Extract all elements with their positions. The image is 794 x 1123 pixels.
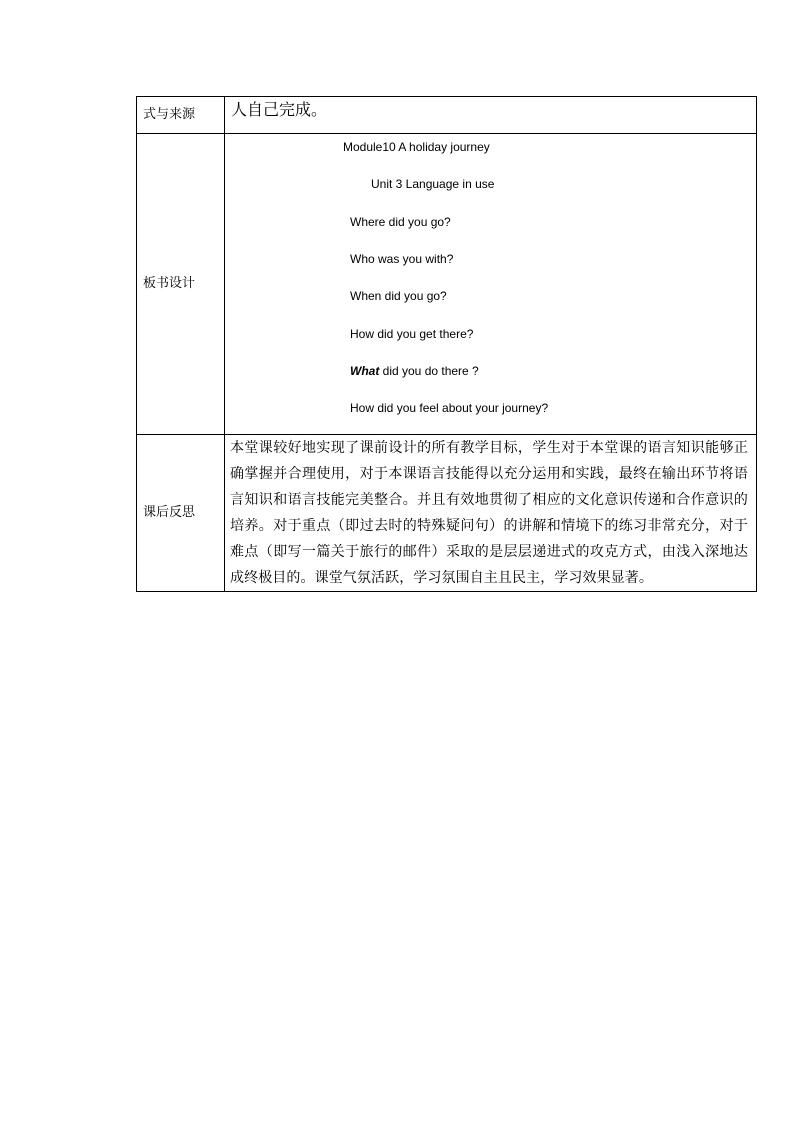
board-design xyxy=(225,134,756,434)
board-subtitle: Unit 3 Language in use xyxy=(371,177,495,191)
row-label-board-design: 板书设计 xyxy=(137,134,225,435)
board-question-1: Where did you go? xyxy=(350,215,451,229)
row-label-source: 式与来源 xyxy=(137,97,225,134)
board-question-5 xyxy=(350,364,479,378)
board-question-5-emphasis: What xyxy=(350,364,380,378)
board-question-6: How did you feel about your journey? xyxy=(350,401,549,415)
board-question-2: Who was you with? xyxy=(350,252,454,266)
lesson-plan-table xyxy=(136,96,757,592)
table-row-source xyxy=(137,97,757,134)
board-design-cell xyxy=(225,134,757,435)
table-row-reflection xyxy=(137,435,757,592)
reflection-cell xyxy=(225,435,757,592)
board-question-5-rest: did you do there ? xyxy=(379,364,479,378)
source-cell xyxy=(225,97,757,134)
board-question-4: How did you get there? xyxy=(350,327,474,341)
source-text: 人自己完成。 xyxy=(231,100,328,119)
board-question-3: When did you go? xyxy=(350,289,447,303)
row-label-reflection: 课后反思 xyxy=(137,435,225,592)
table-row-board-design xyxy=(137,134,757,435)
board-title: Module10 A holiday journey xyxy=(343,140,490,154)
reflection-text: 本堂课较好地实现了课前设计的所有教学目标，学生对于本堂课的语言知识能够正确掌握并合理使用，对于本课语言技能得以充分运用和实践，最终在输出环节将语言知识和语言技能完美整合。并且有效地贯彻了相应的文化意识传递和合作意识的培养。对于重点（即过去时的特殊疑问句）的讲解和情境下的练习非常充分，对于难点（即写一篇关于旅行的邮件）采取的是层层递进式的攻克方式，由浅入深地达成终极目的。课堂气氛活跃，学习氛围自主且民主，学习效果显著。 xyxy=(230,440,748,586)
